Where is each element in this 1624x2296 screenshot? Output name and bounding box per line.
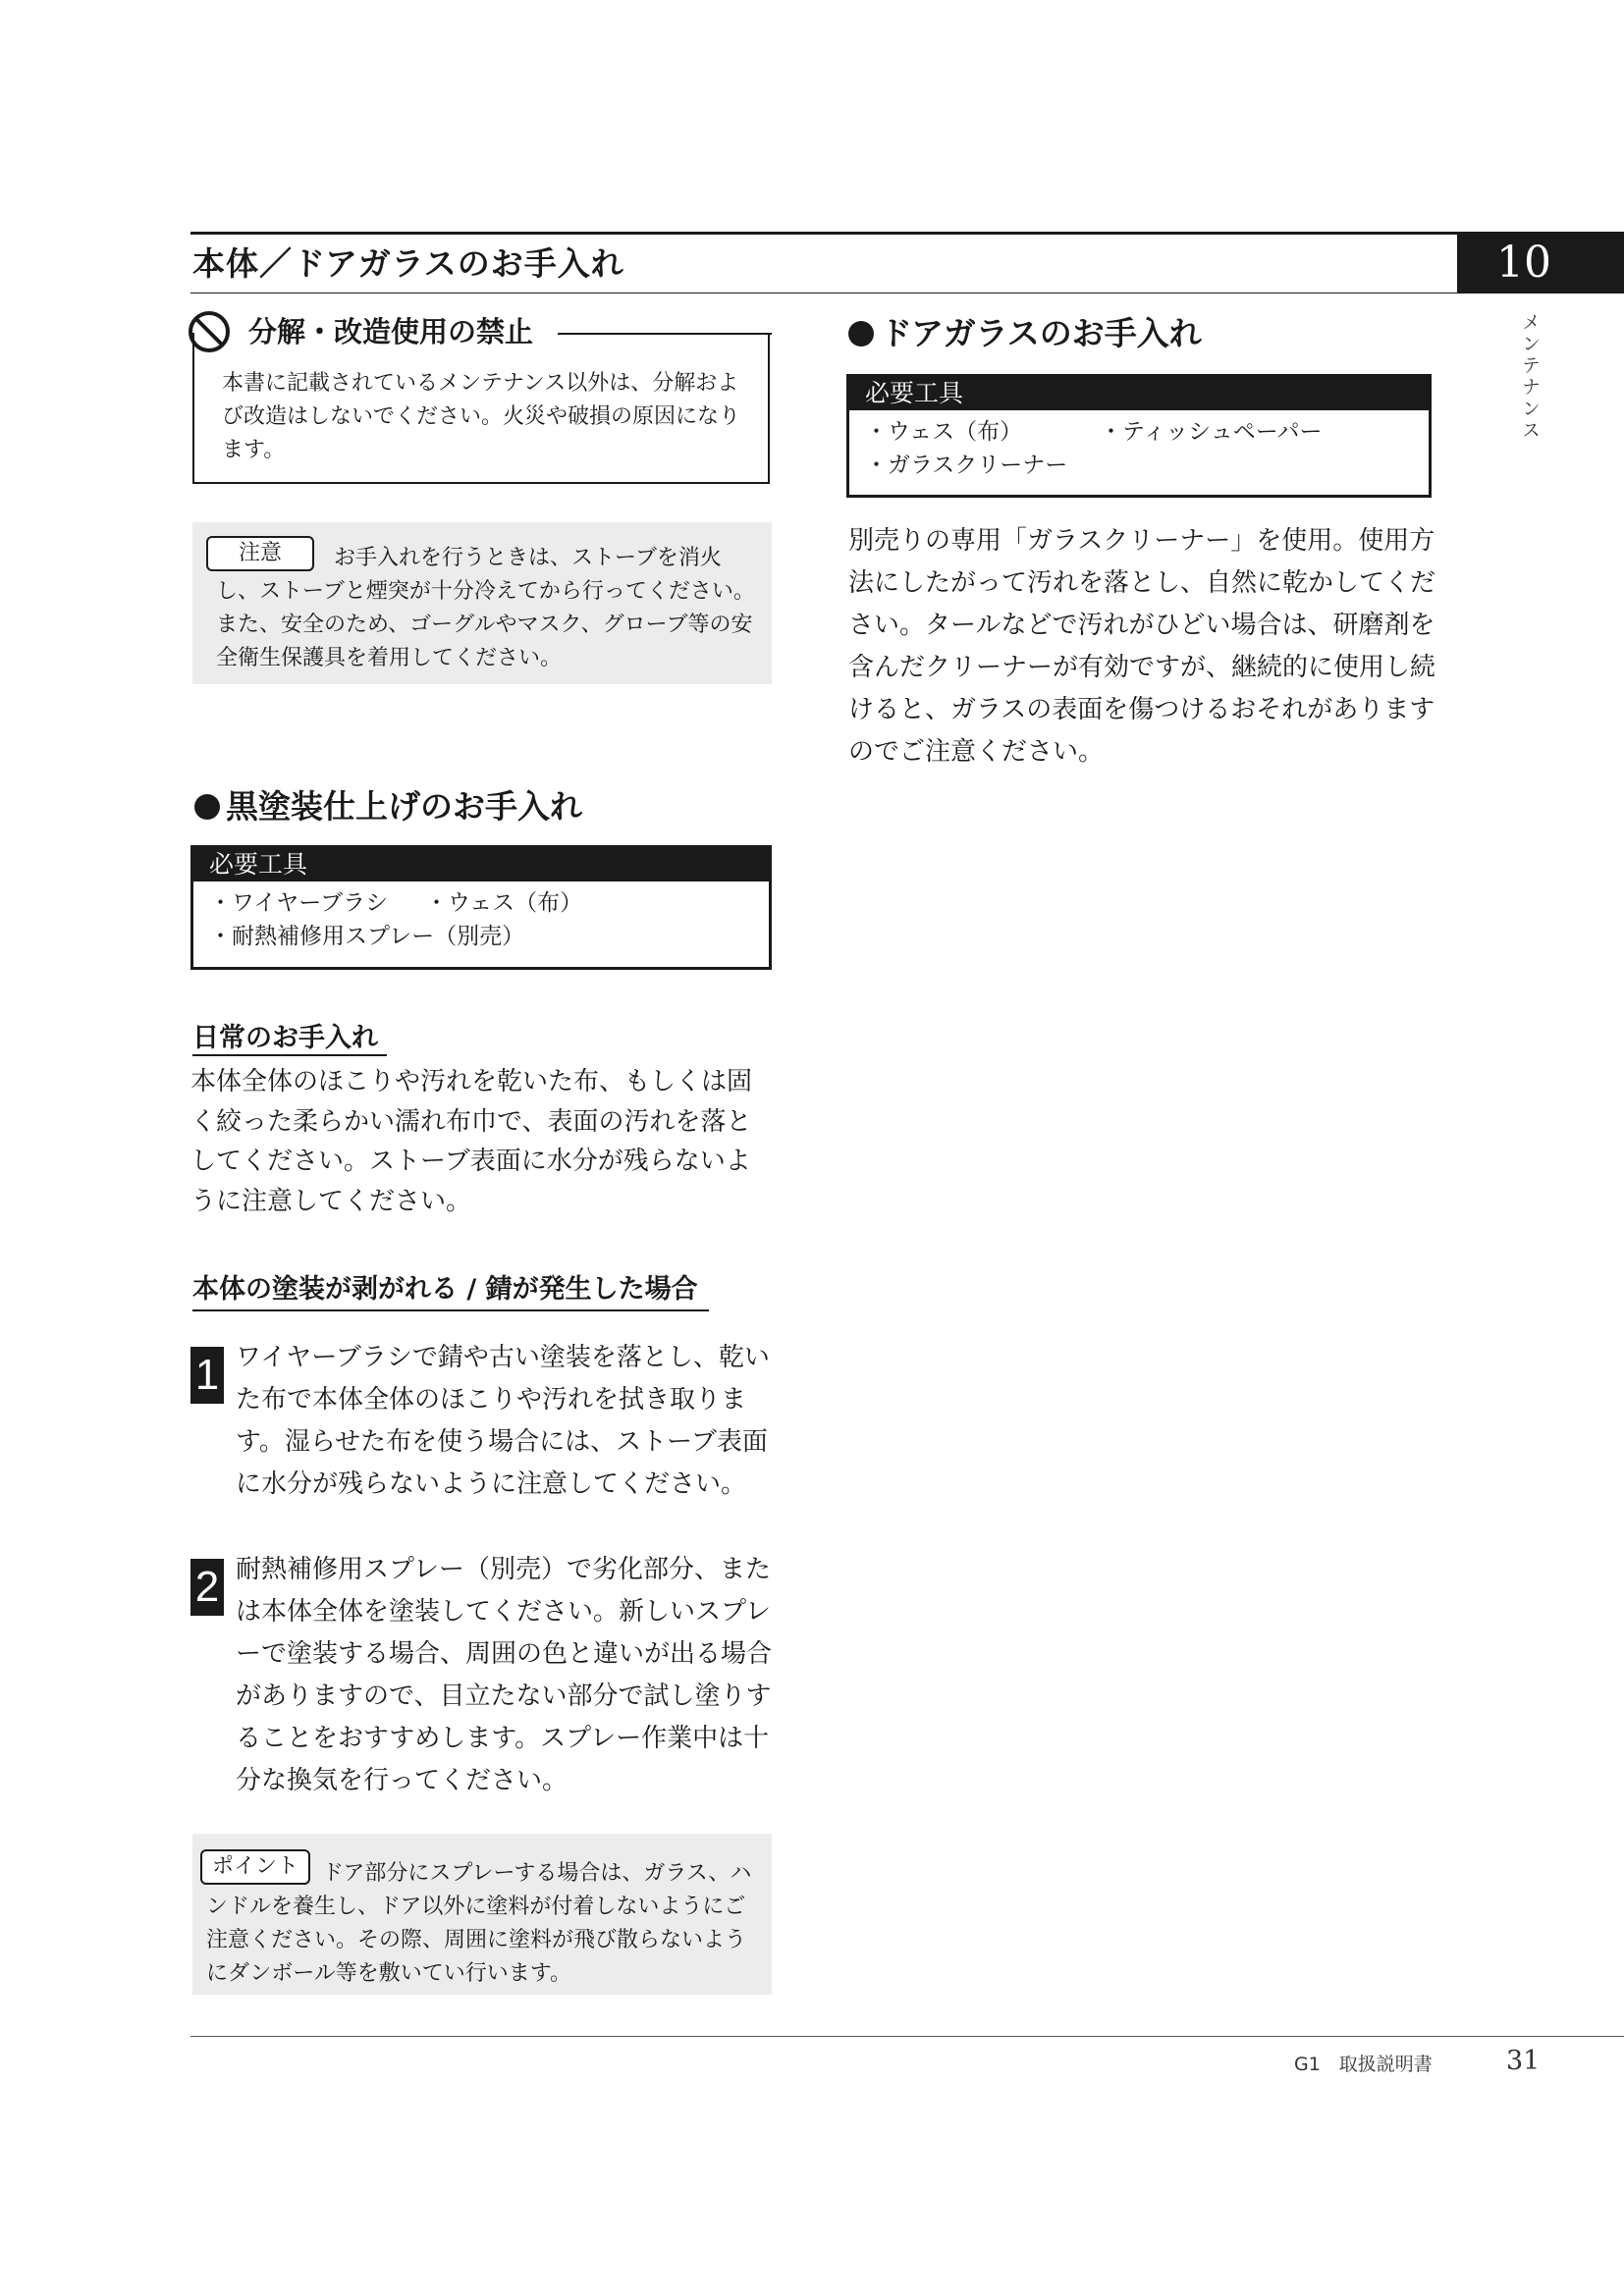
door-glass-tools-box (846, 374, 1432, 498)
daily-care-text: 本体全体のほこりや汚れを乾いた布、もしくは固く絞った柔らかい濡れ布巾で、表面の汚れを落としてください。ストーブ表面に水分が残らないように注意してください。 (190, 1067, 753, 1216)
chapter-side-label: メンテナンス (1519, 312, 1541, 442)
tool-item: ・ワイヤーブラシ (209, 890, 389, 916)
step-number: 1 (190, 1347, 224, 1404)
point-text: ドア部分にスプレーする場合は、ガラス、ハンドルを養生し、ドア以外に塗料が付着しないようにご注意ください。その際、周囲に塗料が飛び散らないようにダンボール等を敷いてい行います。 (206, 1861, 752, 1986)
section-title: 本体／ドアガラスのお手入れ (192, 244, 624, 283)
tools-header: 必要工具 (849, 377, 1429, 410)
prohibition-text: 本書に記載されているメンテナンス以外は、分解および改造はしないでください。火災や破損の原因になります。 (222, 371, 741, 462)
tool-item: ・ガラスクリーナー (865, 453, 1068, 478)
tool-item: ・ウェス（布） (865, 419, 1023, 445)
peeling-rust-title: 本体の塗装が剥がれる / 錆が発生した場合 (192, 1274, 698, 1305)
manual-title: G1 取扱説明書 (1294, 2054, 1433, 2075)
bullet-icon (194, 794, 220, 820)
tools-header: 必要工具 (193, 848, 769, 881)
peeling-rust-underline (192, 1309, 709, 1311)
point-badge: ポイント (200, 1849, 310, 1885)
prohibition-title: 分解・改造使用の禁止 (248, 315, 534, 348)
step-number: 2 (190, 1559, 224, 1616)
daily-care-underline (192, 1054, 387, 1056)
header-rule (190, 232, 1457, 235)
caution-text: お手入れを行うときは、ストーブを消火し、ストーブと煙突が十分冷えてから行ってください。また、安全のため、ゴーグルやマスク、グローブ等の安全衛生保護具を着用してください。 (216, 546, 755, 670)
header-bottom-rule (190, 293, 1457, 294)
caution-badge: 注意 (206, 536, 314, 571)
page-number: 31 (1506, 2046, 1541, 2076)
black-finish-tools-box (190, 845, 772, 970)
bullet-icon (848, 321, 874, 347)
daily-care-title: 日常のお手入れ (192, 1023, 378, 1053)
step-text: 耐熱補修用スプレー（別売）で劣化部分、または本体全体を塗装してください。新しいスプレーで塗装する場合、周囲の色と違いが出る場合がありますので、目立たない部分で試し塗りすることをおすすめします。スプレー作業中は十分な換気を行ってください。 (236, 1555, 773, 1795)
tool-item: ・耐熱補修用スプレー（別売） (209, 924, 525, 949)
door-glass-heading-text: ドアガラスのお手入れ (880, 314, 1202, 352)
black-finish-heading (194, 785, 582, 828)
footer-rule (190, 2036, 1624, 2037)
tool-item: ・ウェス（布） (425, 890, 583, 916)
black-finish-heading-text: 黒塗装仕上げのお手入れ (226, 787, 582, 826)
chapter-number: 10 (1457, 232, 1624, 294)
door-glass-text: 別売りの専用「ガラスクリーナー」を使用。使用方法にしたがって汚れを落とし、自然に乾かしてください。タールなどで汚れがひどい場合は、研磨剤を含んだクリーナーが有効ですが、継続的に使用し続けると、ガラスの表面を傷つけるおそれがありますのでご注意ください。 (848, 526, 1436, 767)
tool-item: ・ティッシュペーパー (1100, 419, 1323, 445)
step-text: ワイヤーブラシで錆や古い塗装を落とし、乾いた布で本体全体のほこりや汚れを拭き取ります。湿らせた布を使う場合には、ストーブ表面に水分が残らないように注意してください。 (236, 1343, 770, 1499)
door-glass-heading (848, 312, 1202, 355)
